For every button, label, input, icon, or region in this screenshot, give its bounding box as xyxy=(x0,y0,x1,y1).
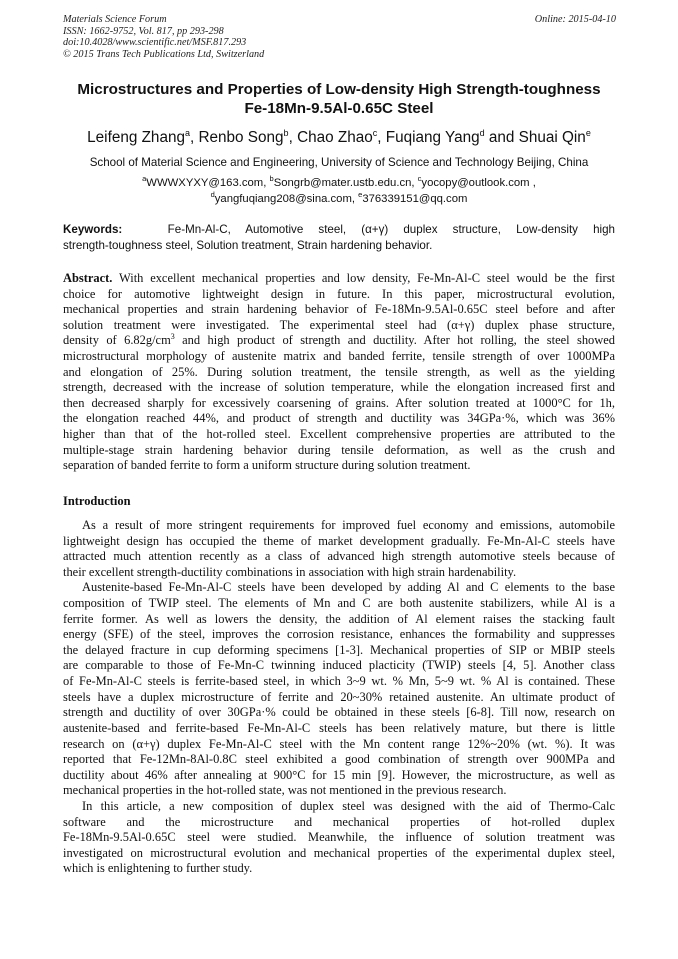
abstract-line xyxy=(63,333,615,349)
email-mark: b xyxy=(269,174,274,184)
abstract-line: and elongation of 25%. During solution treatment, the tensile strength, as well as the yielding xyxy=(63,364,615,379)
journal-header xyxy=(63,14,463,60)
intro-line: the delayed fracture in cup deforming specimens [1-3]. Mechanical properties of SIP or MBIP steels xyxy=(63,642,615,657)
abstract-line: multiple-stage strain hardening behavior during tensile deformation, as well as the crush and xyxy=(63,442,615,457)
email-mark: d xyxy=(210,189,215,199)
author-name: Shuai Qin xyxy=(518,129,586,146)
intro-line: strength and ductility of over 30GPa·% could be obtained in these steels [6-8]. Till now, research on xyxy=(63,705,615,720)
introduction-body xyxy=(63,518,615,877)
superscript: 3 xyxy=(170,332,175,342)
author-separator: and xyxy=(484,129,519,146)
intro-line: ductility about 46% after annealing at 900°C for 15 min [9]. However, the microstructure, as well as xyxy=(63,767,615,782)
author-name: Renbo Song xyxy=(198,129,284,146)
intro-line: austenite-based and ferrite-based Fe-Mn-Al-C steels has been relatively mature, but there is little xyxy=(63,720,615,735)
email-link[interactable]: WWWXYXY@163.com xyxy=(146,177,264,189)
affiliation: School of Material Science and Engineering, University of Science and Technology Beijing, China xyxy=(89,156,589,169)
doi[interactable]: doi:10.4028/www.scientific.net/MSF.817.293 xyxy=(63,37,247,49)
intro-line: ferrite former. As well as lowers the density, the addition of Al element raises the stacking fault xyxy=(63,611,615,626)
keywords-line: strength-toughness steel, Solution treatment, Strain hardening behavior. xyxy=(63,238,433,252)
intro-line: steels have a duplex microstructure of ferrite and 20~30% retained austenite. An ultimate product of xyxy=(63,689,615,704)
author-name: Leifeng Zhang xyxy=(87,129,185,146)
intro-line: energy (SFE) of the steel, improves the corrosion resistance, enhances the formability and suppresses xyxy=(63,627,615,642)
author-name: Fuqiang Yang xyxy=(385,129,480,146)
abstract-line: microstructural morphology of austenite matrix and banded ferrite, tensile strength of over 1000MPa xyxy=(63,349,615,364)
email-mark: e xyxy=(358,189,363,199)
title-line-1: Microstructures and Properties of Low-density High Strength-toughness xyxy=(77,81,601,98)
copyright: © 2015 Trans Tech Publications Ltd, Switzerland xyxy=(63,48,265,60)
email-link[interactable]: 376339151@qq.com xyxy=(362,192,468,205)
intro-line: In this article, a new composition of duplex steel was designed with the aid of Thermo-Calc xyxy=(82,798,615,813)
author-mark: b xyxy=(283,127,289,138)
email-mark: a xyxy=(142,174,147,184)
email-line-1: $^a$WWWXYXY@163.com, $^b$Songrb@mater.ustb.edu.cn, $^c$yocopy@outlook.com , xyxy=(142,174,536,189)
journal-issn: ISSN: 1662-9752, Vol. 817, pp 293-298 xyxy=(63,25,224,37)
intro-line: Austenite-based Fe-Mn-Al-C steels have been developed by adding Al and C elements to the base xyxy=(82,580,615,595)
keywords-text: Fe-Mn-Al-C, Automotive steel, (α+γ) duplex structure, Low-density high xyxy=(167,223,616,236)
author-mark: d xyxy=(479,127,485,138)
intro-line: which is enlightening to further study. xyxy=(63,861,253,876)
abstract-line: the elongation reached 44%, and product of strength and ductility was 34GPa·%, which was 36% xyxy=(63,411,615,426)
email-link[interactable]: Songrb@mater.ustb.edu.cn xyxy=(273,177,412,189)
email-link[interactable]: yocopy@outlook.com xyxy=(421,177,530,189)
intro-line: reported that Fe-12Mn-8Al-0.8C steel exhibited a good combination of strength over 900MPa and xyxy=(63,752,615,767)
intro-line: are comparable to those of Fe-Mn-C twinning induced placticity (TWIP) steels [4, 5]. Another class xyxy=(63,658,615,673)
paper-title xyxy=(40,80,638,118)
abstract-text: density of 6.82g/cm xyxy=(63,333,171,348)
author-list xyxy=(20,128,658,148)
online-date: Online: 2015-04-10 xyxy=(534,14,616,25)
abstract-line: solution treatment were investigated. The experimental steel had (α+γ) duplex phase structure, xyxy=(63,317,615,332)
author-mark: c xyxy=(372,127,378,138)
author-separator: , xyxy=(189,129,199,146)
abstract-line: strength, decreased with the increase of solution temperature, while the elongation increased first and xyxy=(63,380,615,395)
journal-name: Materials Science Forum xyxy=(63,14,167,25)
intro-line: Fe-18Mn-9.5Al-0.65C steel were studied. Meanwhile, the influence of solution treatment was xyxy=(63,830,615,845)
email-line-2: $^d$yangfuqiang208@sina.com, $^e$376339151@qq.com xyxy=(210,189,468,205)
email-link[interactable]: yangfuqiang208@sina.com xyxy=(214,192,352,205)
abstract xyxy=(63,271,615,474)
abstract-text: and high product of strength and ductility. After hot rolling, the steel showed xyxy=(174,333,615,348)
intro-line: their excellent strength-ductility combinations in association with high strain hardenability. xyxy=(63,564,517,579)
section-heading-introduction: Introduction xyxy=(63,494,131,508)
abstract-line: mechanical properties and strain hardening behavior of Fe-18Mn-9.5Al-0.65C steel before and after xyxy=(63,302,615,317)
author-mark: e xyxy=(585,127,591,138)
abstract-label: Abstract. xyxy=(63,271,113,285)
author-emails xyxy=(80,176,598,207)
abstract-line xyxy=(63,271,615,287)
intro-line: lightweight design has occupied the theme of market development gradually. Fe-Mn-Al-C steels have xyxy=(63,533,615,548)
keywords xyxy=(63,222,615,253)
author-separator: , xyxy=(288,129,298,146)
author-name: Chao Zhao xyxy=(297,129,373,146)
keywords-line xyxy=(63,222,615,238)
intro-line: attracted much attention recently as a class of advanced high strength automotive steels because of xyxy=(63,549,615,564)
title-line-2: Fe-18Mn-9.5Al-0.65C Steel xyxy=(244,100,434,117)
abstract-line: higher than that of the hot-rolled steel. Excellent comprehensive properties are attributed to the xyxy=(63,427,615,442)
abstract-text: With excellent mechanical properties and low density, Fe-Mn-Al-C steel would be the first xyxy=(119,271,615,285)
author-separator: , xyxy=(377,129,386,146)
intro-line: software and the microstructure and mechanical properties of hot-rolled duplex xyxy=(63,814,615,829)
intro-line: investigated on microstructural evolution and mechanical properties of the experimental duplex steel, xyxy=(63,845,615,860)
intro-line: mechanical properties in the hot-rolled state, was not mentioned in the previous research. xyxy=(63,783,507,798)
abstract-line: then decreased sharply for excessively coarsening of grains. After solution treated at 1000°C for 1h, xyxy=(63,395,615,410)
intro-line: of Fe-Mn-Al-C steels is ferrite-based steel, in which 3~9 wt. % Mn, 5~9 wt. % Al is contained. These xyxy=(63,674,615,689)
author-mark: a xyxy=(184,127,190,138)
intro-line: As a result of more stringent requirements for improved fuel economy and emissions, automobile xyxy=(82,518,615,532)
email-mark: c xyxy=(417,174,422,184)
abstract-line: separation of banded ferrite to form a uniform structure during solution treatment. xyxy=(63,458,471,473)
intro-line: composition of TWIP steel. The elements of Mn and C are both austenite stabilizers, while Al is a xyxy=(63,596,615,611)
intro-line: research on (α+γ) duplex Fe-Mn-Al-C steel with the Mn content range 12%~20% (wt. %). It was xyxy=(63,736,615,751)
keywords-label: Keywords: xyxy=(63,223,123,236)
abstract-line: choice for automotive lightweight design in future. In this paper, microstructural evolution, xyxy=(63,286,615,301)
